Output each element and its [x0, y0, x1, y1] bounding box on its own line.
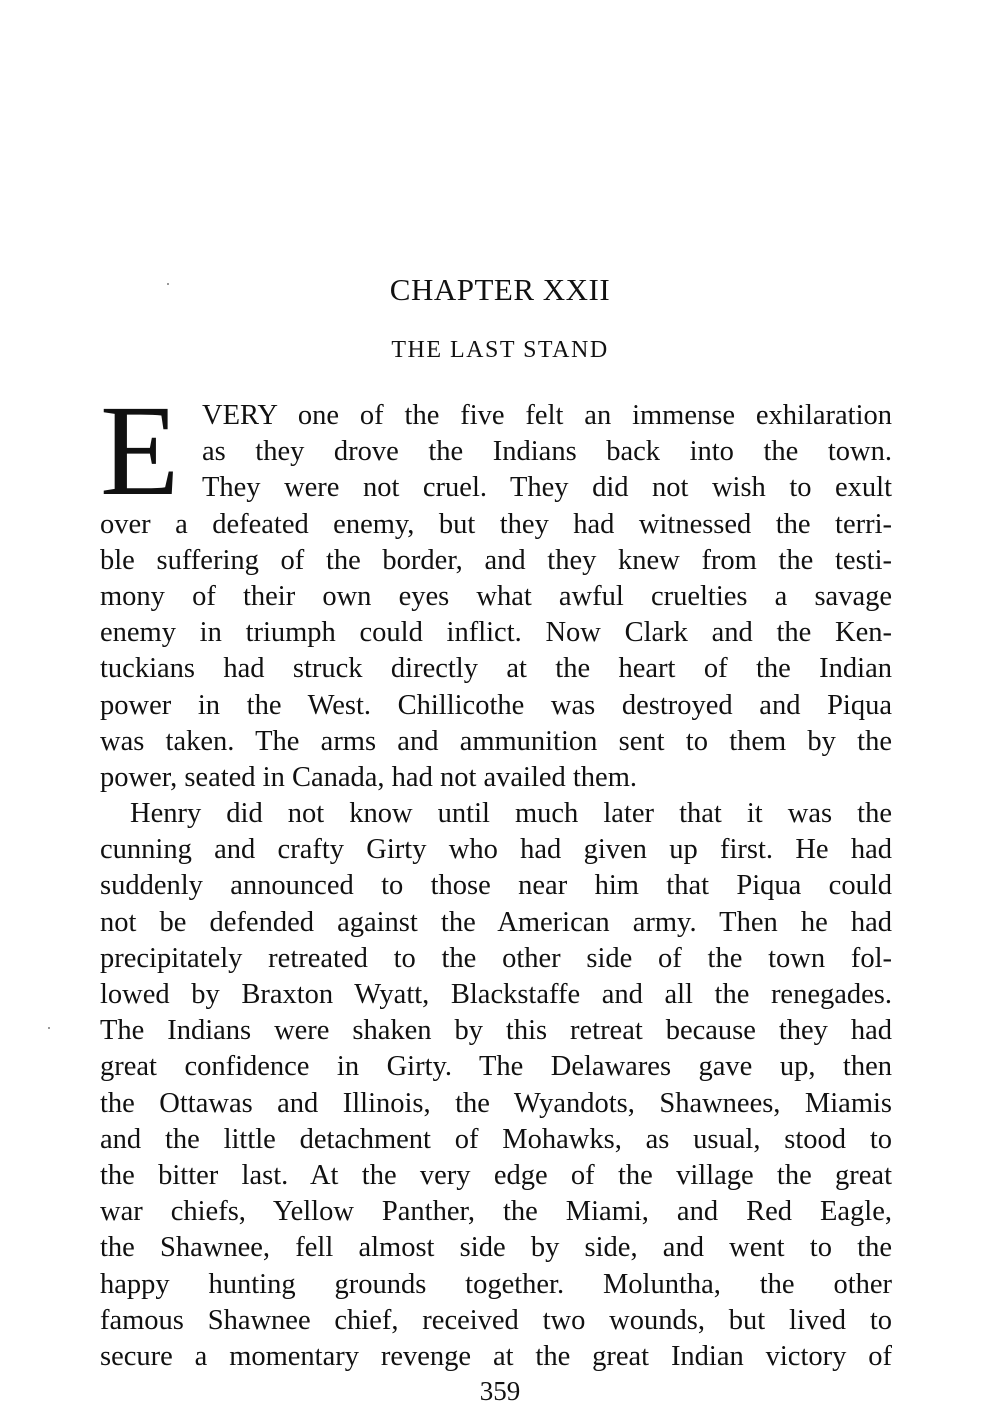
text-line: power, seated in Canada, had not availed them.	[100, 761, 638, 793]
text-line: famous Shawnee chief, received two wounds, but lived to	[100, 1304, 892, 1336]
text-line: as they drove the Indians back into the town.	[202, 436, 892, 468]
body-text	[100, 398, 892, 1375]
text-line: great confidence in Girty. The Delawares gave up, then	[100, 1051, 892, 1083]
text-line: and the little detachment of Mohawks, as usual, stood to	[100, 1123, 892, 1155]
text-line: happy hunting grounds together. Moluntha, the other	[100, 1268, 892, 1300]
text-line: ble suffering of the border, and they knew from the testi-	[100, 544, 892, 576]
text-line: precipitately retreated to the other side of the town fol-	[100, 942, 892, 974]
text-line: Henry did not know until much later that it was the	[130, 798, 892, 830]
page-number: 359	[479, 1376, 521, 1406]
text-line: The Indians were shaken by this retreat because they had	[100, 1015, 892, 1047]
drop-cap: E	[100, 379, 180, 523]
text-line: war chiefs, Yellow Panther, the Miami, and Red Eagle,	[100, 1196, 892, 1228]
chapter-subtitle: THE LAST STAND	[391, 337, 609, 363]
text-line: mony of their own eyes what awful cruelties a savage	[100, 580, 892, 612]
text-line: cunning and crafty Girty who had given up first. He had	[100, 834, 892, 866]
text-line: over a defeated enemy, but they had witnessed the terri-	[100, 508, 892, 540]
text-line: not be defended against the American army. Then he had	[100, 906, 892, 938]
text-line: VERY one of the five felt an immense exhilaration	[202, 400, 892, 431]
chapter-title: CHAPTER XXII	[389, 272, 611, 307]
text-line: the Shawnee, fell almost side by side, and went to the	[100, 1232, 892, 1264]
text-line: They were not cruel. They did not wish to exult	[202, 472, 892, 504]
text-line: the bitter last. At the very edge of the village the great	[100, 1159, 892, 1191]
print-speck	[48, 1027, 50, 1029]
text-line: the Ottawas and Illinois, the Wyandots, Shawnees, Miamis	[100, 1087, 892, 1119]
text-line: suddenly announced to those near him that Piqua could	[100, 870, 892, 902]
text-line: power in the West. Chillicothe was destroyed and Piqua	[100, 689, 892, 721]
text-line: enemy in triumph could inflict. Now Clark and the Ken-	[100, 617, 892, 649]
text-line: lowed by Braxton Wyatt, Blackstaffe and all the renegades.	[100, 979, 892, 1010]
text-line: secure a momentary revenge at the great Indian victory of	[100, 1340, 892, 1372]
text-line: tuckians had struck directly at the heart of the Indian	[100, 653, 892, 685]
text-line: was taken. The arms and ammunition sent to them by the	[100, 725, 892, 757]
